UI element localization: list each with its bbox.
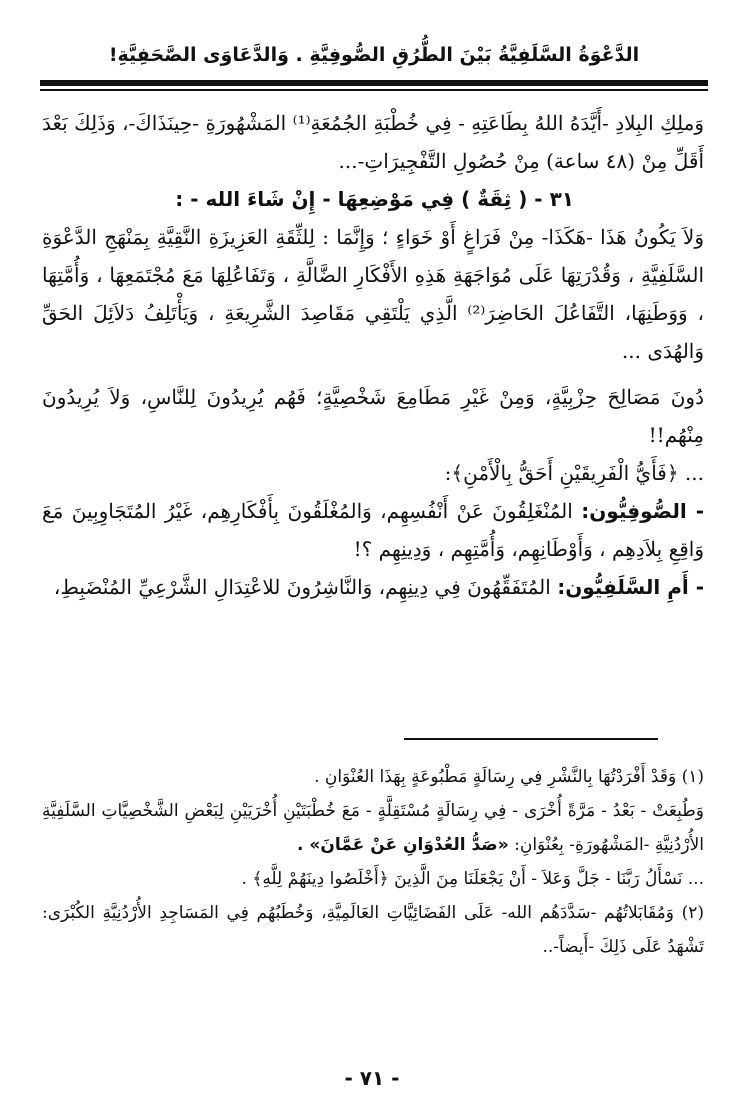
footnote-1-prayer: ... نَسْأَلُ رَبَّنَا - جَلَّ وَعَلاَ - أَنْ يَجْعَلَنَا مِنَ الَّذِينَ ﴿أَخْلَصُوا دِينَهُمْ لِلَّهِ﴾ . [241,869,704,889]
sufi-text: المُنْغَلِقُونَ عَنْ أَنْفُسِهِم، وَالمُغْلَقُونَ بِأَفْكَارِهِم، غَيْرُ المُتَجَاوِبِينَ مَعَ وَاقِعِ بِلاَدِهِم ، وَأَوْطَانِهِم، وَأُمَّتِهِم ، وَدِينِهِم ؟! [42,499,704,561]
footnote-1-continued [42,794,704,862]
quran-verse: ... ﴿فَأَيُّ الْفَرِيقَيْنِ أَحَقُّ بِالْأَمْنِ﴾: [444,461,704,485]
footnote-separator [404,738,658,740]
header-rule-thick [40,80,708,86]
header-rule-thin [40,89,708,91]
paragraph-2: وَلاَ يَكُونُ هَذَا -هَكَذَا- مِنْ فَرَاغٍ أَوْ خَوَاءٍ ؛ وَإِنَّمَا : لِلثِّقَةِ العَزِيزَةِ النَّقِيَّةِ بِمَنْهَجِ الدَّعْوَةِ السَّلَفِيَّةِ ، وَقُدْرَتِهَا عَلَى مُوَاجَهَةِ هَذِهِ الأَفْكَارِ الضَّالَّةِ ، وَتَفَاعُلِهَا مَعَ مُجْتَمَعِهَا ، وَأُمَّتِهَا ، وَوَطَنِهَا، التَّفَاعُلَ الحَاضِرَ⁽²⁾ الَّذِي يَلْتَقِي مَقَاصِدَ الشَّرِيعَةِ ، وَيَأْتَلِفُ دَلاَئِلَ الحَقِّ وَالهُدَى ... [42,225,705,363]
footnote-1: (١) وَقَدْ أَفْرَدْتُهَا بِالنَّشْرِ فِي رِسَالَةٍ مَطْبُوعَةٍ بِهَذَا العُنْوَانِ . [314,767,704,787]
paragraph-3: دُونَ مَصَالِحَ حِزْبِيَّةٍ، وَمِنْ غَيْرِ مَطَامِعَ شَخْصِيَّةٍ؛ فَهُم يُرِيدُونَ لِلنَّاسِ، وَلاَ يُرِيدُونَ مِنْهُم!! [42,385,704,447]
footnotes [42,760,704,964]
spacer [42,370,704,378]
sufi-label: - الصُّوفِيُّون: [581,499,704,523]
footnote-2: (٢) وَمُقَابَلاتُهُم -سَدَّدَهُم الله- عَلَى الفَضَائِيَّاتِ العَالَمِيَّةِ، وَخُطَبُهُم فِي المَسَاجِدِ الأُرْدُنِيَّةِ الكُبْرَى: تَشْهَدُ عَلَى ذَلِكَ -أَيضاً-.. [42,903,704,957]
footnote-1-text: وَطُبِعَتْ - بَعْدُ - مَرَّةً أُخْرَى - فِي رِسَالَةٍ مُسْتَقِلَّةٍ - مَعَ خُطْبَتَيْنِ أُخْرَيَيْنِ لِبَعْضِ الشَّخْصِيَّاتِ السَّلَفِيَّةِ الأُرْدُنِيَّةِ -المَشْهُورَةِ- بِعُنْوَانِ: [42,801,704,855]
salafi-text: المُتَفَقِّهُونَ فِي دِينِهِم، وَالنَّاشِرُونَ للاعْتِدَالِ الشَّرْعِيِّ المُنْضَبِطِ، [53,575,558,599]
salafi-label: - أَمِ السَّلَفِيُّون: [557,575,704,599]
main-text [42,104,704,606]
sufi-paragraph [42,492,704,568]
running-header: الدَّعْوَةُ السَّلَفِيَّةُ بَيْنَ الطُّرُقِ الصُّوفِيَّةِ . وَالدَّعَاوَى الصَّحَفِيَّةِ! [108,44,640,66]
paragraph-1: وَملِكِ البِلادِ -أَيَّدَهُ اللهُ بِطَاعَتِهِ - فِي خُطْبَةِ الجُمُعَةِ⁽¹⁾ المَشْهُورَةِ -حِينَذَاكَ-، وَذَلِكَ بَعْدَ أَقَلِّ مِنْ (٤٨ ساعة) مِنْ حُصُولِ التَّفْجِيرَاتِ-... [42,111,704,173]
footnote-1-book-title: «صَدُّ العُدْوَانِ عَنْ عَمَّانَ» . [297,835,509,855]
page-number: - ٧١ - [344,1066,400,1090]
salafi-paragraph [42,568,704,606]
section-heading: ٣١ - ( ثِقَةٌ ) فِي مَوْضِعِهَا - إِنْ شَاءَ الله - : [175,187,574,211]
